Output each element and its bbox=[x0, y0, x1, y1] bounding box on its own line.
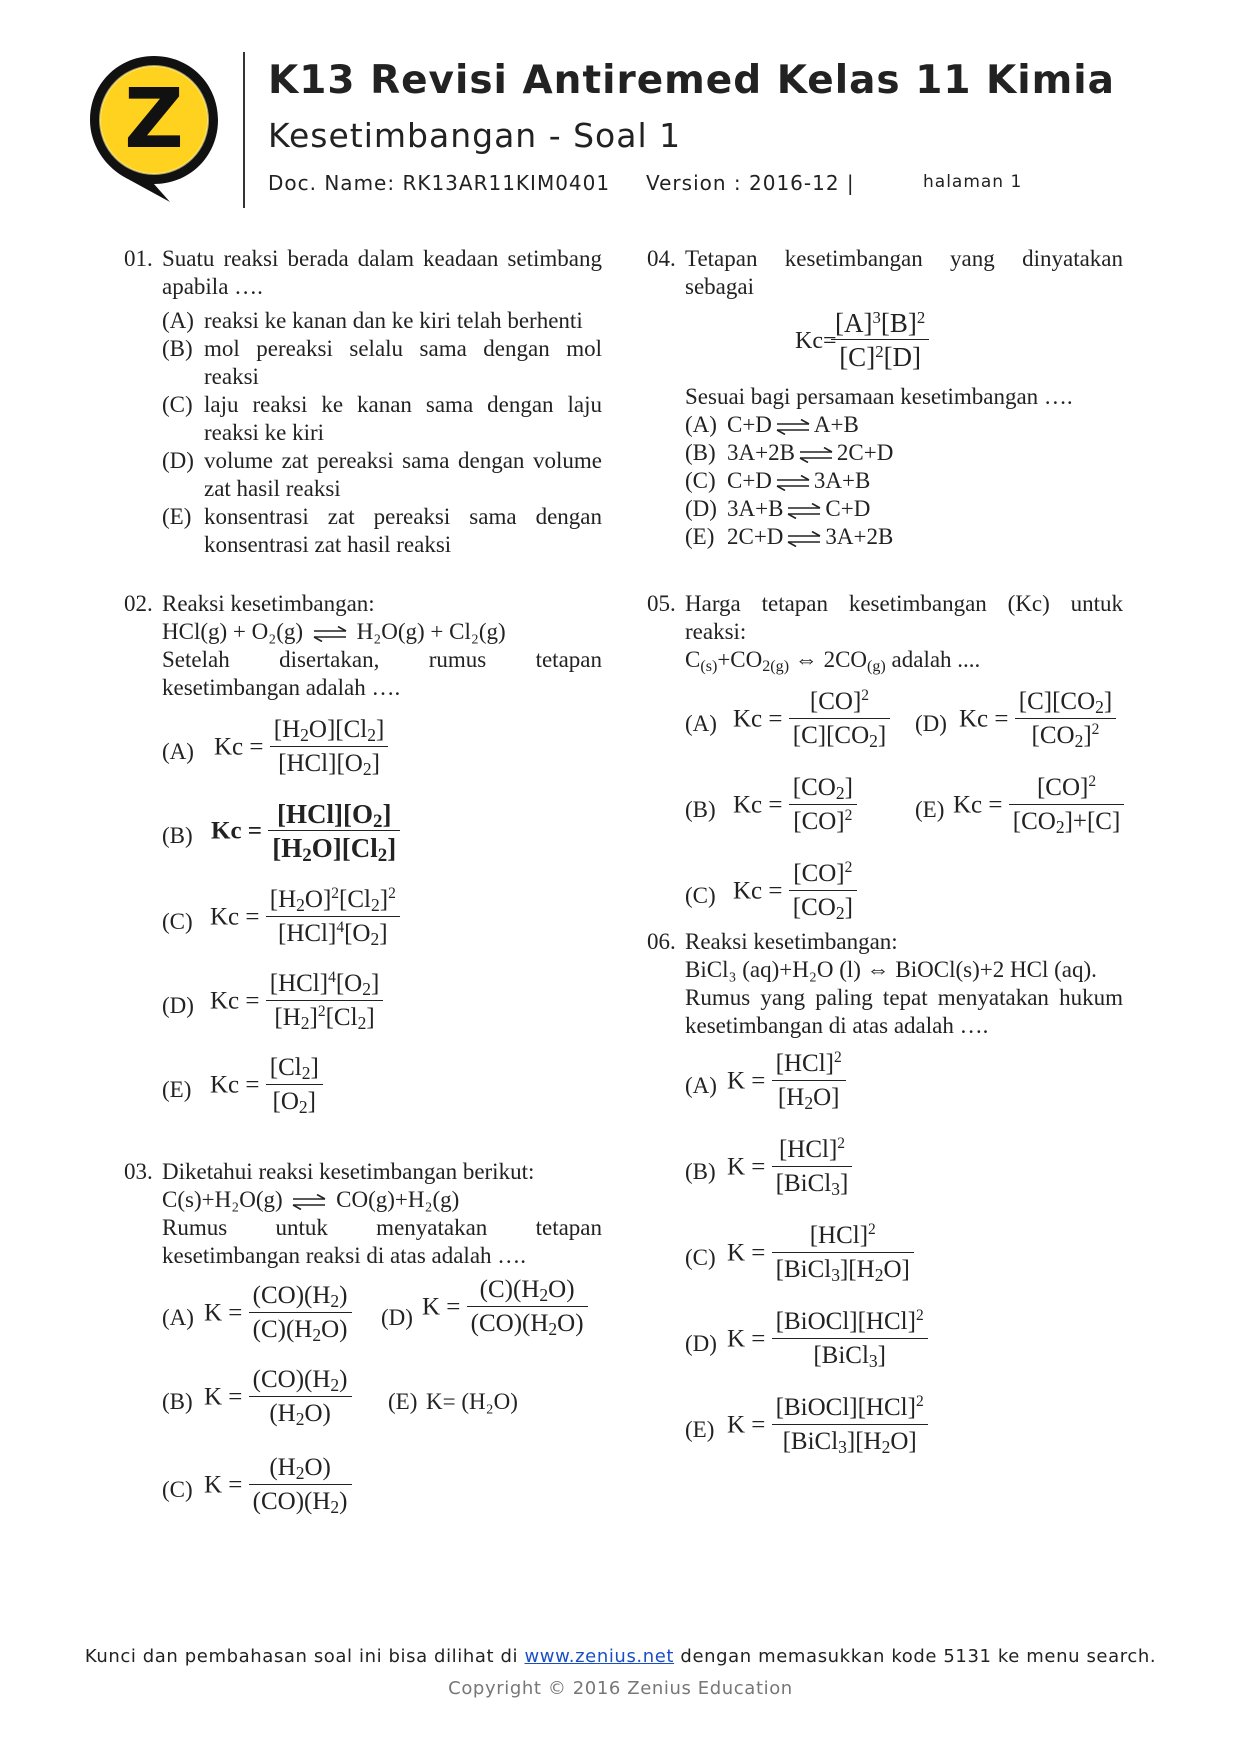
option-d: (D) Kc = $\frac{[HCl]^4[O_2]}{[H_2]^2[Cl_2]}$ bbox=[124, 968, 602, 1046]
reaction-equation: C(s)+H₂O(g) CO(g)+H₂(g) bbox=[162, 1187, 460, 1212]
page-subtitle: Kesetimbangan - Soal 1 bbox=[268, 116, 682, 155]
question-06 bbox=[647, 928, 1123, 1470]
question-stem-2: Rumus yang paling tepat menyatakan hukum kesetimbangan di atas adalah …. bbox=[685, 985, 1123, 1038]
page-number: halaman 1 bbox=[923, 172, 1023, 192]
option-c: (C) K = $\frac{[HCl]^2}{[BiCl_3][H_2O]}$ bbox=[647, 1220, 1123, 1298]
header-divider bbox=[243, 52, 245, 208]
question-stem: Diketahui reaksi kesetimbangan berikut: bbox=[162, 1159, 535, 1184]
doc-version: Version : 2016-12 | bbox=[646, 171, 855, 195]
question-stem-2: Rumus untuk menyatakan tetapan kesetimbangan reaksi di atas adalah …. bbox=[162, 1215, 602, 1268]
equilibrium-arrow-icon bbox=[776, 419, 810, 435]
option-c: (C) C+D 3A+B bbox=[685, 468, 871, 493]
option-a: (A) Kc = $\frac{[H_2O][Cl_2]}{[HCl][O_2]}$ bbox=[124, 714, 602, 792]
option-d: (D) volume zat pereaksi sama dengan volume zat hasil reaksi bbox=[162, 448, 602, 501]
option-a-d: (A) K = $\frac{(CO)(H_2)}{(C)(H_2O)}$ (D) K = $\frac{(C)(H_2O)}{(CO)(H_2O)}$ bbox=[124, 1280, 602, 1358]
question-stem: Reaksi kesetimbangan: bbox=[162, 591, 375, 616]
question-stem: Suatu reaksi berada dalam keadaan setimbang apabila …. bbox=[162, 246, 602, 299]
question-05 bbox=[647, 590, 1123, 936]
option-b-e: (B) K = $\frac{(CO)(H_2)}{(H_2O)}$ (E) K= (H₂O) bbox=[162, 1366, 518, 1429]
equilibrium-arrow-icon bbox=[313, 626, 347, 642]
page-title: K13 Revisi Antiremed Kelas 11 Kimia bbox=[268, 58, 1115, 103]
question-stem: Tetapan kesetimbangan yang dinyatakan sebagai bbox=[685, 246, 1123, 299]
question-02 bbox=[124, 590, 602, 1130]
equilibrium-arrow-icon bbox=[776, 475, 810, 491]
option-a: (A) reaksi ke kanan dan ke kiri telah berhenti bbox=[162, 308, 583, 333]
question-number: 04. bbox=[647, 246, 676, 271]
option-b: (B) mol pereaksi selalu sama dengan mol reaksi bbox=[162, 336, 602, 389]
question-03 bbox=[124, 1158, 602, 1530]
equilibrium-arrow-icon bbox=[292, 1194, 326, 1210]
option-e: (E) Kc = $\frac{[Cl_2]}{[O_2]}$ bbox=[124, 1052, 602, 1130]
equilibrium-arrow-icon bbox=[787, 531, 821, 547]
question-04 bbox=[647, 245, 1123, 551]
option-b-e: (B) Kc = $\frac{[CO_2]}{[CO]^2}$ (E) Kc = $\frac{[CO]^2}{[CO_2]+[C]}$ bbox=[647, 772, 1123, 850]
option-c: (C) Kc = $\frac{[CO]^2}{[CO_2]}$ bbox=[647, 858, 1123, 936]
question-01 bbox=[124, 245, 602, 559]
question-stem: Reaksi kesetimbangan: bbox=[685, 929, 898, 954]
equilibrium-arrow-icon bbox=[799, 447, 833, 463]
question-number: 02. bbox=[124, 591, 153, 616]
copyright: Copyright © 2016 Zenius Education bbox=[448, 1678, 793, 1699]
option-e: (E) konsentrasi zat pereaksi sama dengan konsentrasi zat hasil reaksi bbox=[162, 504, 602, 557]
zenius-logo bbox=[86, 52, 222, 204]
option-e: (E) K = $\frac{[BiOCl][HCl]^2}{[BiCl_3][H_2O]}$ bbox=[647, 1392, 1123, 1470]
kc-expression: Kc= $\frac{[A]^3[B]^2}{[C]^2[D]}$ bbox=[647, 301, 1123, 381]
reaction-equation: $C_{(s)}+CO_{2(g)}$ ⇔ $2CO_{(g)}$ adalah .... bbox=[685, 647, 981, 675]
question-number: 06. bbox=[647, 929, 676, 954]
question-number: 05. bbox=[647, 591, 676, 616]
question-stem-2: Setelah disertakan, rumus tetapan kesetimbangan adalah …. bbox=[162, 647, 602, 700]
option-d: (D) 3A+B C+D bbox=[685, 496, 871, 521]
reaction-equation: BiCl₃ (aq)+H₂O (l) ⇔ BiOCl(s)+2 HCl (aq). bbox=[685, 957, 1097, 982]
option-d: (D) K = $\frac{[BiOCl][HCl]^2}{[BiCl_3]}$ bbox=[647, 1306, 1123, 1384]
option-c: (C) K = $\frac{(H_2O)}{(CO)(H_2)}$ bbox=[124, 1452, 602, 1530]
option-e: (E) 2C+D 3A+2B bbox=[685, 524, 894, 549]
option-b: (B) K = $\frac{[HCl]^2}{[BiCl_3]}$ bbox=[647, 1134, 1123, 1212]
option-b: (B) Kc = $\frac{[HCl][O_2]}{[H_2O][Cl_2]}$ bbox=[124, 798, 602, 876]
question-stem-2: Sesuai bagi persamaan kesetimbangan …. bbox=[685, 384, 1073, 409]
option-a: (A) C+D A+B bbox=[685, 412, 859, 437]
question-number: 03. bbox=[124, 1159, 153, 1184]
option-b: (B) 3A+2B 2C+D bbox=[685, 440, 894, 465]
option-c: (C) Kc = $\frac{[H_2O]^2[Cl_2]^2}{[HCl]^4[O_2]}$ bbox=[124, 884, 602, 962]
svg-text:Z: Z bbox=[124, 72, 184, 167]
footer-note: Kunci dan pembahasan soal ini bisa dilihat di www.zenius.net dengan memasukkan kode 5131 ke menu search. bbox=[84, 1646, 1157, 1667]
question-stem: Harga tetapan kesetimbangan (Kc) untuk reaksi: bbox=[685, 591, 1123, 644]
option-a-d: (A) Kc = $\frac{[CO]^2}{[C][CO_2]}$ (D) Kc = $\frac{[C][CO_2]}{[CO_2]^2}$ bbox=[647, 686, 1123, 764]
doc-name: Doc. Name: RK13AR11KIM0401 bbox=[268, 171, 611, 195]
equilibrium-arrow-icon bbox=[787, 503, 821, 519]
option-c: (C) laju reaksi ke kanan sama dengan laju reaksi ke kiri bbox=[162, 392, 602, 445]
reaction-equation: HCl(g) + O₂(g) H₂O(g) + Cl₂(g) bbox=[162, 619, 506, 644]
option-a: (A) K = $\frac{[HCl]^2}{[H_2O]}$ bbox=[647, 1048, 1123, 1126]
zenius-link[interactable]: www.zenius.net bbox=[524, 1646, 675, 1667]
question-number: 01. bbox=[124, 246, 153, 271]
